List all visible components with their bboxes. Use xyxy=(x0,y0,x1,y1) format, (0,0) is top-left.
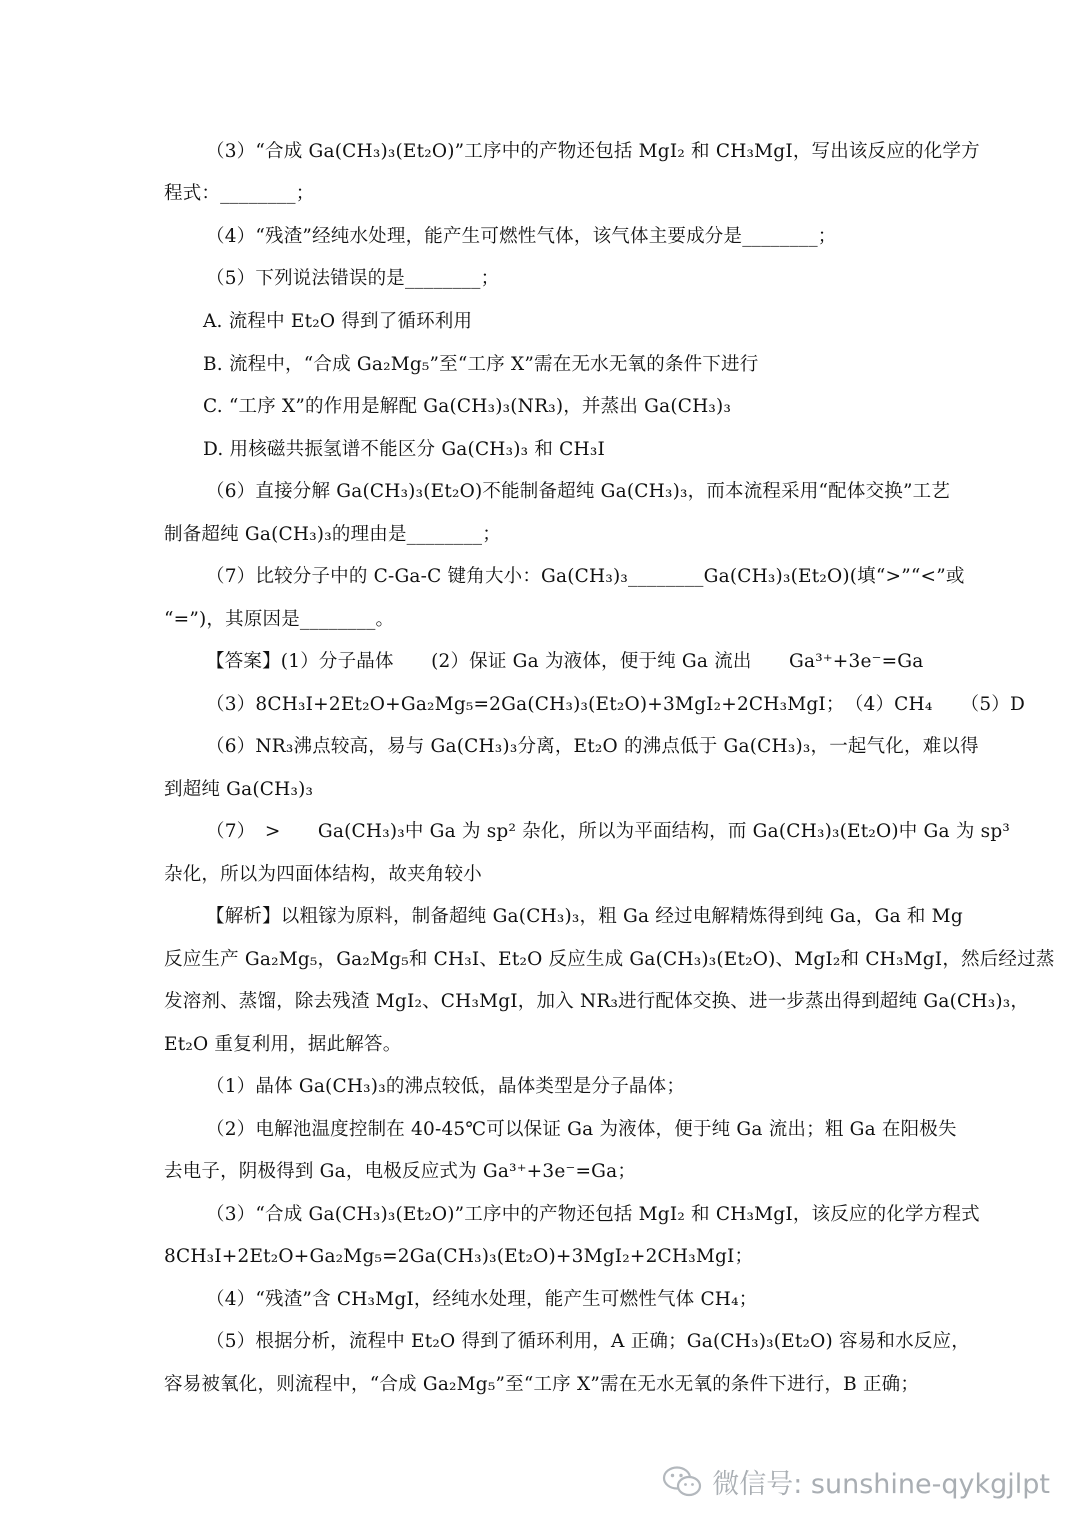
answer-line-6: 杂化，所以为四面体结构，故夹角较小 xyxy=(164,864,482,885)
q5-line: （5）下列说法错误的是________； xyxy=(206,268,500,289)
q6-line-1: （6）直接分解 Ga(CH₃)₃(Et₂O)不能制备超纯 Ga(CH₃)₃，而本流程采用“配体交换”工艺 xyxy=(206,481,951,502)
q3-line-2: 程式：________； xyxy=(164,183,315,204)
analysis-5-line-1: （5）根据分析，流程中 Et₂O 得到了循环利用，A 正确；Ga(CH₃)₃(Et₂O) 容易和水反应， xyxy=(206,1331,970,1352)
answer-line-4: 到超纯 Ga(CH₃)₃ xyxy=(164,779,314,800)
watermark xyxy=(662,1462,1050,1501)
analysis-2-line-1: （2）电解池温度控制在 40-45℃可以保证 Ga 为液体，便于纯 Ga 流出；粗 Ga 在阳极失 xyxy=(206,1119,957,1140)
wechat-icon xyxy=(662,1465,702,1499)
q3-line-1: （3）“合成 Ga(CH₃)₃(Et₂O)”工序中的产物还包括 MgI₂ 和 CH₃MgI，写出该反应的化学方 xyxy=(206,141,980,162)
option-a: A. 流程中 Et₂O 得到了循环利用 xyxy=(203,311,473,332)
analysis-2-line-2: 去电子，阴极得到 Ga，电极反应式为 Ga³⁺+3e⁻=Ga； xyxy=(164,1161,637,1182)
analysis-3-line-1: （3）“合成 Ga(CH₃)₃(Et₂O)”工序中的产物还包括 MgI₂ 和 CH₃MgI，该反应的化学方程式 xyxy=(206,1204,980,1225)
option-b: B. 流程中，“合成 Ga₂Mg₅”至“工序 X”需在无水无氧的条件下进行 xyxy=(203,354,759,375)
q6-line-2: 制备超纯 Ga(CH₃)₃的理由是________； xyxy=(164,524,501,545)
option-d: D. 用核磁共振氢谱不能区分 Ga(CH₃)₃ 和 CH₃I xyxy=(203,439,605,460)
q7-line-2: “=”)，其原因是________。 xyxy=(164,609,395,630)
watermark-text: 微信号: sunshine-qykgjlpt xyxy=(712,1469,1050,1500)
answer-line-2: （3）8CH₃I+2Et₂O+Ga₂Mg₅=2Ga(CH₃)₃(Et₂O)+3MgI₂+2CH₃MgI； （4）CH₄ （5）D xyxy=(206,694,1026,715)
analysis-line-3: 发溶剂、蒸馏，除去残渣 MgI₂、CH₃MgI，加入 NR₃进行配体交换、进一步蒸出得到超纯 Ga(CH₃)₃， xyxy=(164,991,1030,1012)
analysis-line-4: Et₂O 重复利用，据此解答。 xyxy=(164,1034,402,1055)
option-c: C. “工序 X”的作用是解配 Ga(CH₃)₃(NR₃)，并蒸出 Ga(CH₃)₃ xyxy=(203,396,732,417)
q7-line-1: （7）比较分子中的 C-Ga-C 键角大小：Ga(CH₃)₃________Ga(CH₃)₃(Et₂O)(填“>”“<”或 xyxy=(206,566,965,587)
q4-line: （4）“残渣”经纯水处理，能产生可燃性气体，该气体主要成分是________； xyxy=(206,226,837,247)
answer-line-5: （7） > Ga(CH₃)₃中 Ga 为 sp² 杂化，所以为平面结构，而 Ga(CH₃)₃(Et₂O)中 Ga 为 sp³ xyxy=(206,821,1010,842)
analysis-line-2: 反应生产 Ga₂Mg₅，Ga₂Mg₅和 CH₃I、Et₂O 反应生成 Ga(CH₃)₃(Et₂O)、MgI₂和 CH₃MgI，然后经过蒸 xyxy=(164,949,1055,970)
analysis-5-line-2: 容易被氧化，则流程中，“合成 Ga₂Mg₅”至“工序 X”需在无水无氧的条件下进行，B 正确； xyxy=(164,1374,920,1395)
analysis-3-line-2: 8CH₃I+2Et₂O+Ga₂Mg₅=2Ga(CH₃)₃(Et₂O)+3MgI₂+2CH₃MgI； xyxy=(164,1246,754,1267)
analysis-1: （1）晶体 Ga(CH₃)₃的沸点较低，晶体类型是分子晶体； xyxy=(206,1076,686,1097)
answer-line-3: （6）NR₃沸点较高，易与 Ga(CH₃)₃分离，Et₂O 的沸点低于 Ga(CH₃)₃，一起气化，难以得 xyxy=(206,736,979,757)
answer-line-1: 【答案】(1）分子晶体 (2）保证 Ga 为液体，便于纯 Ga 流出 Ga³⁺+3e⁻=Ga xyxy=(206,651,924,672)
analysis-4: （4）“残渣”含 CH₃MgI，经纯水处理，能产生可燃性气体 CH₄； xyxy=(206,1289,758,1310)
analysis-line-1: 【解析】以粗镓为原料，制备超纯 Ga(CH₃)₃，粗 Ga 经过电解精炼得到纯 Ga，Ga 和 Mg xyxy=(206,906,963,927)
